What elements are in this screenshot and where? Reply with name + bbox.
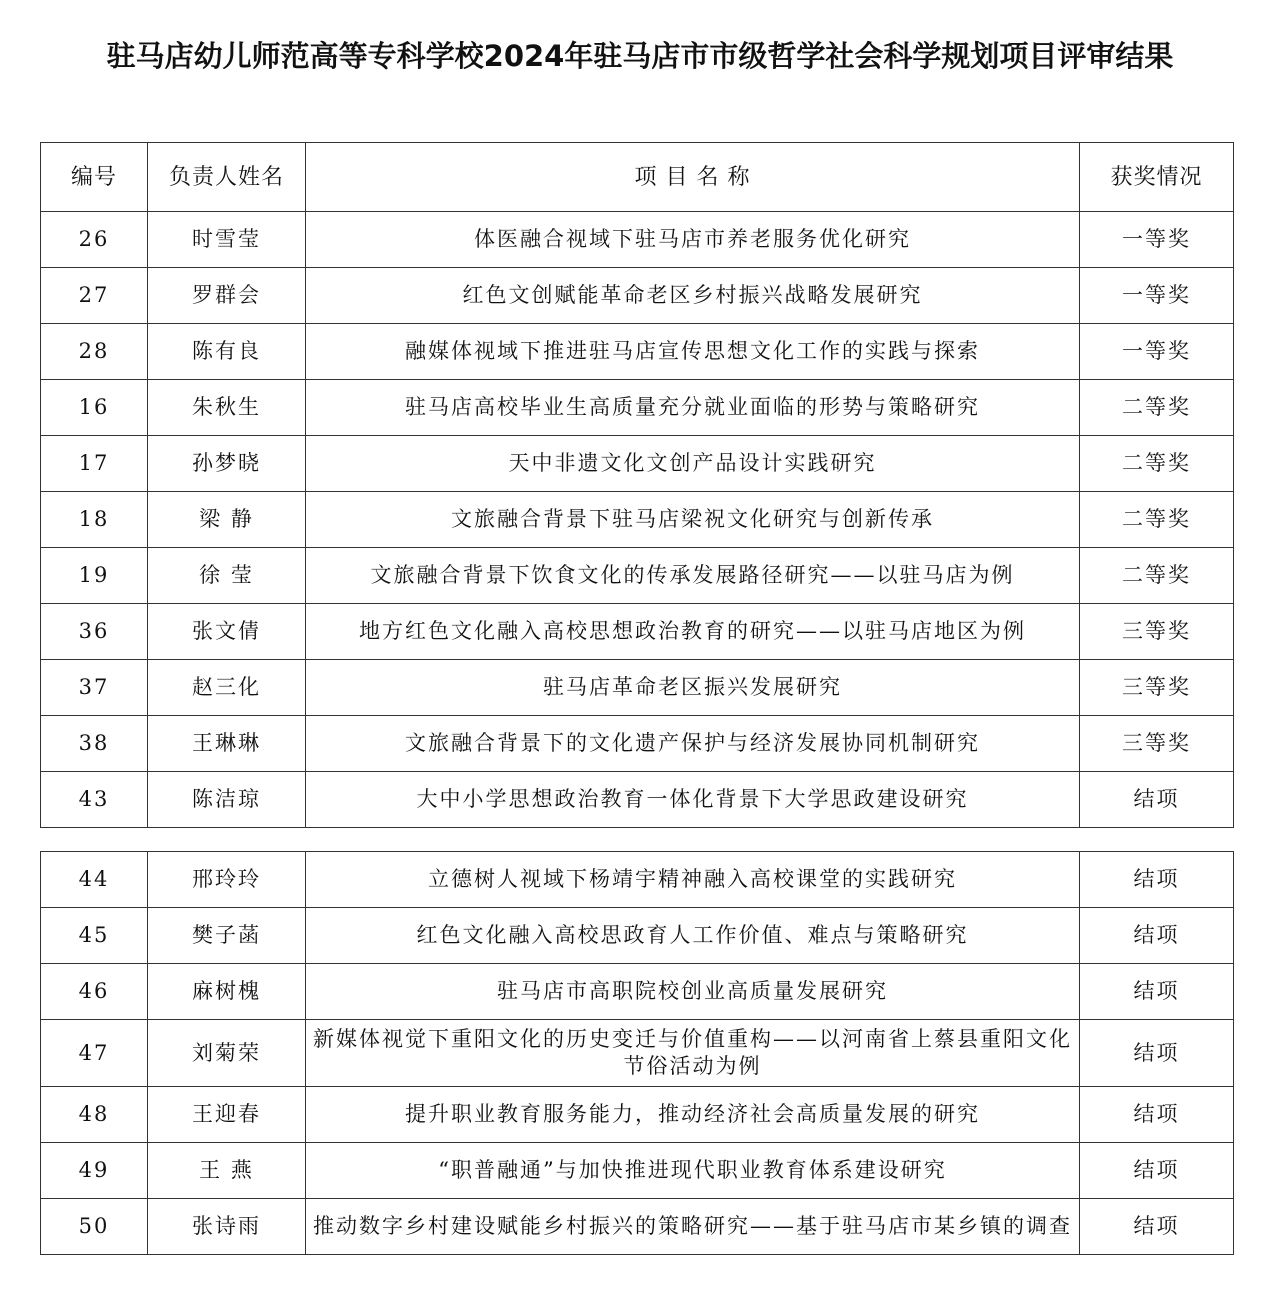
- cell-project-name: 驻马店革命老区振兴发展研究: [306, 660, 1080, 716]
- page-title: 驻马店幼儿师范高等专科学校2024年驻马店市市级哲学社会科学规划项目评审结果: [106, 39, 1174, 73]
- cell-number: 36: [41, 604, 148, 660]
- cell-leader-name: 朱秋生: [148, 380, 306, 436]
- table-body-part2: [41, 852, 1234, 1255]
- cell-number: 46: [41, 964, 148, 1020]
- cell-number: 50: [41, 1199, 148, 1255]
- cell-leader-name: 麻树槐: [148, 964, 306, 1020]
- cell-project-name: 驻马店高校毕业生高质量充分就业面临的形势与策略研究: [306, 380, 1080, 436]
- table-row: [41, 548, 1234, 604]
- header-number: 编号: [41, 143, 148, 212]
- cell-award: 三等奖: [1080, 604, 1234, 660]
- results-table-part1: [40, 142, 1234, 828]
- cell-leader-name: 罗群会: [148, 268, 306, 324]
- table-row: [41, 380, 1234, 436]
- cell-leader-name: 樊子菡: [148, 908, 306, 964]
- cell-project-name: 融媒体视域下推进驻马店宣传思想文化工作的实践与探索: [306, 324, 1080, 380]
- table-row: [41, 1087, 1234, 1143]
- cell-number: 49: [41, 1143, 148, 1199]
- cell-award: 结项: [1080, 1020, 1234, 1087]
- cell-number: 37: [41, 660, 148, 716]
- cell-leader-name: 梁 静: [148, 492, 306, 548]
- cell-project-name: 红色文化融入高校思政育人工作价值、难点与策略研究: [306, 908, 1080, 964]
- cell-award: 二等奖: [1080, 492, 1234, 548]
- header-project-name: 项 目 名 称: [306, 143, 1080, 212]
- cell-number: 38: [41, 716, 148, 772]
- cell-leader-name: 时雪莹: [148, 212, 306, 268]
- cell-leader-name: 邢玲玲: [148, 852, 306, 908]
- cell-project-name: 大中小学思想政治教育一体化背景下大学思政建设研究: [306, 772, 1080, 828]
- cell-leader-name: 赵三化: [148, 660, 306, 716]
- table-row: [41, 604, 1234, 660]
- table-row: [41, 436, 1234, 492]
- cell-number: 45: [41, 908, 148, 964]
- cell-number: 26: [41, 212, 148, 268]
- cell-award: 结项: [1080, 964, 1234, 1020]
- cell-number: 48: [41, 1087, 148, 1143]
- table-body-part1: [41, 212, 1234, 828]
- cell-number: 17: [41, 436, 148, 492]
- cell-award: 结项: [1080, 1199, 1234, 1255]
- cell-leader-name: 王 燕: [148, 1143, 306, 1199]
- cell-leader-name: 张文倩: [148, 604, 306, 660]
- cell-leader-name: 孙梦晓: [148, 436, 306, 492]
- cell-project-name: 文旅融合背景下的文化遗产保护与经济发展协同机制研究: [306, 716, 1080, 772]
- cell-leader-name: 王琳琳: [148, 716, 306, 772]
- cell-number: 27: [41, 268, 148, 324]
- cell-number: 43: [41, 772, 148, 828]
- cell-award: 结项: [1080, 852, 1234, 908]
- cell-project-name: 驻马店市高职院校创业高质量发展研究: [306, 964, 1080, 1020]
- cell-project-name: 地方红色文化融入高校思想政治教育的研究——以驻马店地区为例: [306, 604, 1080, 660]
- cell-project-name: 推动数字乡村建设赋能乡村振兴的策略研究——基于驻马店市某乡镇的调查: [306, 1199, 1080, 1255]
- cell-award: 结项: [1080, 908, 1234, 964]
- cell-number: 19: [41, 548, 148, 604]
- cell-award: 三等奖: [1080, 716, 1234, 772]
- cell-award: 结项: [1080, 772, 1234, 828]
- table-row: [41, 716, 1234, 772]
- cell-number: 18: [41, 492, 148, 548]
- cell-award: 二等奖: [1080, 548, 1234, 604]
- table-row: [41, 1199, 1234, 1255]
- cell-project-name: 体医融合视域下驻马店市养老服务优化研究: [306, 212, 1080, 268]
- cell-project-name: “职普融通”与加快推进现代职业教育体系建设研究: [306, 1143, 1080, 1199]
- cell-leader-name: 陈有良: [148, 324, 306, 380]
- cell-award: 三等奖: [1080, 660, 1234, 716]
- cell-award: 结项: [1080, 1143, 1234, 1199]
- table-row: [41, 964, 1234, 1020]
- cell-project-name: 新媒体视觉下重阳文化的历史变迁与价值重构——以河南省上蔡县重阳文化节俗活动为例: [306, 1020, 1080, 1087]
- cell-project-name: 天中非遗文化文创产品设计实践研究: [306, 436, 1080, 492]
- cell-award: 一等奖: [1080, 324, 1234, 380]
- cell-number: 16: [41, 380, 148, 436]
- cell-project-name: 提升职业教育服务能力，推动经济社会高质量发展的研究: [306, 1087, 1080, 1143]
- cell-leader-name: 刘菊荣: [148, 1020, 306, 1087]
- cell-project-name: 立德树人视域下杨靖宇精神融入高校课堂的实践研究: [306, 852, 1080, 908]
- table-row: [41, 324, 1234, 380]
- cell-project-name: 文旅融合背景下饮食文化的传承发展路径研究——以驻马店为例: [306, 548, 1080, 604]
- results-table-part2: [40, 851, 1234, 1255]
- header-award: 获奖情况: [1080, 143, 1234, 212]
- table-row: [41, 1143, 1234, 1199]
- header-leader-name: 负责人姓名: [148, 143, 306, 212]
- cell-leader-name: 王迎春: [148, 1087, 306, 1143]
- cell-leader-name: 徐 莹: [148, 548, 306, 604]
- table-row: [41, 212, 1234, 268]
- table-row: [41, 852, 1234, 908]
- cell-number: 28: [41, 324, 148, 380]
- cell-number: 47: [41, 1020, 148, 1087]
- cell-award: 一等奖: [1080, 212, 1234, 268]
- table-row: [41, 268, 1234, 324]
- table-row: [41, 660, 1234, 716]
- cell-project-name: 文旅融合背景下驻马店梁祝文化研究与创新传承: [306, 492, 1080, 548]
- table-header-row: [41, 143, 1234, 212]
- cell-award: 二等奖: [1080, 436, 1234, 492]
- cell-award: 结项: [1080, 1087, 1234, 1143]
- cell-leader-name: 陈洁琼: [148, 772, 306, 828]
- cell-number: 44: [41, 852, 148, 908]
- cell-award: 二等奖: [1080, 380, 1234, 436]
- cell-project-name: 红色文创赋能革命老区乡村振兴战略发展研究: [306, 268, 1080, 324]
- table-row: [41, 492, 1234, 548]
- table-row: [41, 772, 1234, 828]
- cell-leader-name: 张诗雨: [148, 1199, 306, 1255]
- cell-award: 一等奖: [1080, 268, 1234, 324]
- table-row: [41, 908, 1234, 964]
- table-row: [41, 1020, 1234, 1087]
